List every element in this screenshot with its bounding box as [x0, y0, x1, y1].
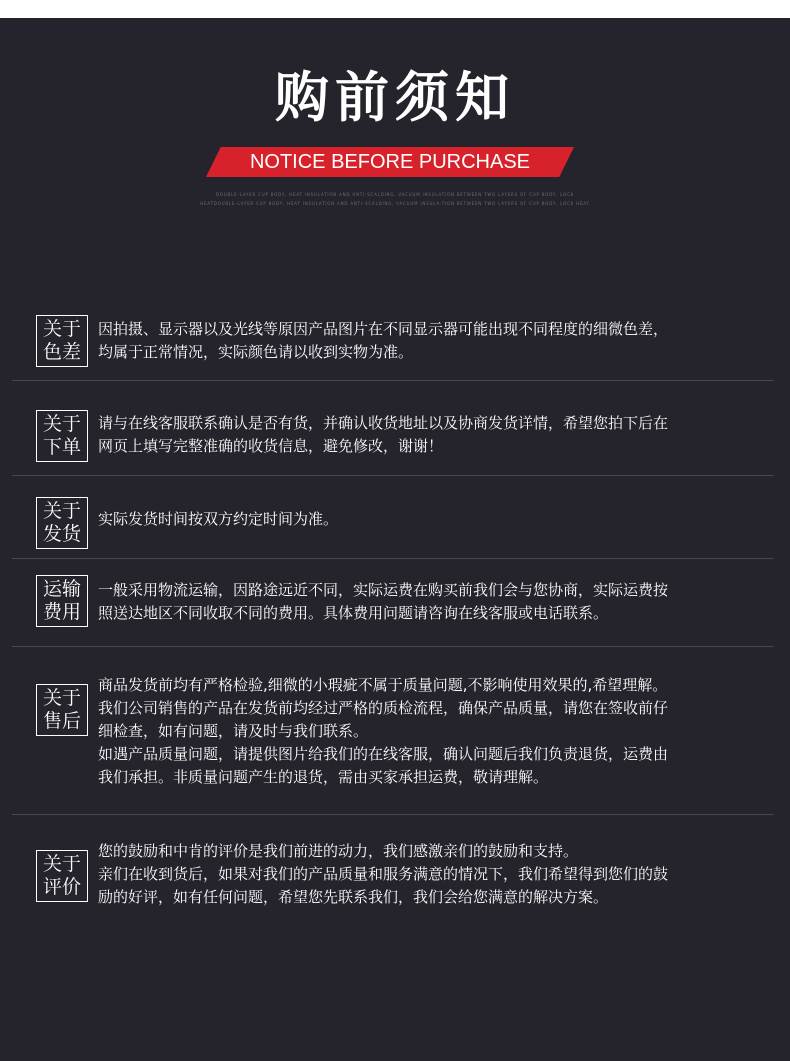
- section-text: [98, 318, 758, 364]
- tag-line: 关于: [42, 413, 81, 435]
- text-line: 我们承担。非质量问题产生的退货，需由买家承担运费，敬请理解。: [98, 768, 549, 786]
- section-text: [98, 508, 758, 531]
- text-line: 均属于正常情况，实际颜色请以收到实物为准。: [98, 343, 414, 361]
- tag-line: 下单: [42, 436, 81, 458]
- tag-line: 关于: [42, 500, 81, 522]
- divider: [12, 475, 774, 476]
- fine-print: DOUBLE-LAYER CUP BODY, HEAT INSULATION AND ANTI-SCALDING, VACUUM INSULATION BETWEEN TWO LAYERS OF CUP BODY, LOCK HEATDOUBLE-LAYER CUP BODY, HEAT INSULATION AND ANTI-SCALDING, VACUUM INSULA-TION BETWEEN TWO LAYERS OF CUP BODY, LOCK HEAT: [200, 192, 590, 206]
- text-line: 网页上填写完整准确的收货信息，避免修改，谢谢！: [98, 437, 444, 455]
- text-line: 请与在线客服联系确认是否有货，并确认收货地址以及协商发货详情，希望您拍下后在: [98, 414, 669, 432]
- section-text: [98, 840, 758, 909]
- divider: [12, 558, 774, 559]
- text-line: 励的好评，如有任何问题，希望您先联系我们，我们会给您满意的解决方案。: [98, 888, 609, 906]
- tag-line: 评价: [42, 876, 81, 898]
- text-line: 亲们在收到货后，如果对我们的产品质量和服务满意的情况下，我们希望得到您们的鼓: [98, 865, 669, 883]
- section-tag: [36, 684, 88, 736]
- section-tag: [36, 410, 88, 462]
- page-title: 购前须知: [275, 66, 515, 129]
- text-line: 商品发货前均有严格检验,细微的小瑕疵不属于质量问题,不影响使用效果的,希望理解。: [98, 676, 668, 694]
- divider: [12, 646, 774, 647]
- tag-line: 关于: [42, 853, 81, 875]
- text-line: 因拍摄、显示器以及光线等原因产品图片在不同显示器可能出现不同程度的细微色差，: [98, 320, 669, 338]
- text-line: 细检查，如有问题，请及时与我们联系。: [98, 722, 369, 740]
- banner-text: NOTICE BEFORE PURCHASE: [249, 151, 531, 173]
- section-text: [98, 674, 758, 789]
- text-line: 实际发货时间按双方约定时间为准。: [98, 510, 339, 528]
- tag-line: 发货: [42, 523, 81, 545]
- divider: [12, 380, 774, 381]
- tag-line: 费用: [42, 601, 81, 623]
- tag-line: 关于: [42, 687, 81, 709]
- text-line: 我们公司销售的产品在发货前均经过严格的质检流程，确保产品质量，请您在签收前仔: [98, 699, 669, 717]
- section-tag: [36, 315, 88, 367]
- section-text: [98, 412, 758, 458]
- tag-line: 运输: [42, 578, 81, 600]
- section-tag: [36, 497, 88, 549]
- section-text: [98, 579, 758, 625]
- section-tag: [36, 575, 88, 627]
- tag-line: 关于: [42, 318, 81, 340]
- section-tag: [36, 850, 88, 902]
- text-line: 照送达地区不同收取不同的费用。具体费用问题请咨询在线客服或电话联系。: [98, 604, 609, 622]
- tag-line: 色差: [42, 341, 81, 363]
- tag-line: 售后: [42, 710, 81, 732]
- text-line: 您的鼓励和中肯的评价是我们前进的动力，我们感激亲们的鼓励和支持。: [98, 842, 579, 860]
- divider: [12, 814, 774, 815]
- text-line: 如遇产品质量问题，请提供图片给我们的在线客服，确认问题后我们负责退货，运费由: [98, 745, 669, 763]
- text-line: 一般采用物流运输，因路途远近不同，实际运费在购买前我们会与您协商，实际运费按: [98, 581, 669, 599]
